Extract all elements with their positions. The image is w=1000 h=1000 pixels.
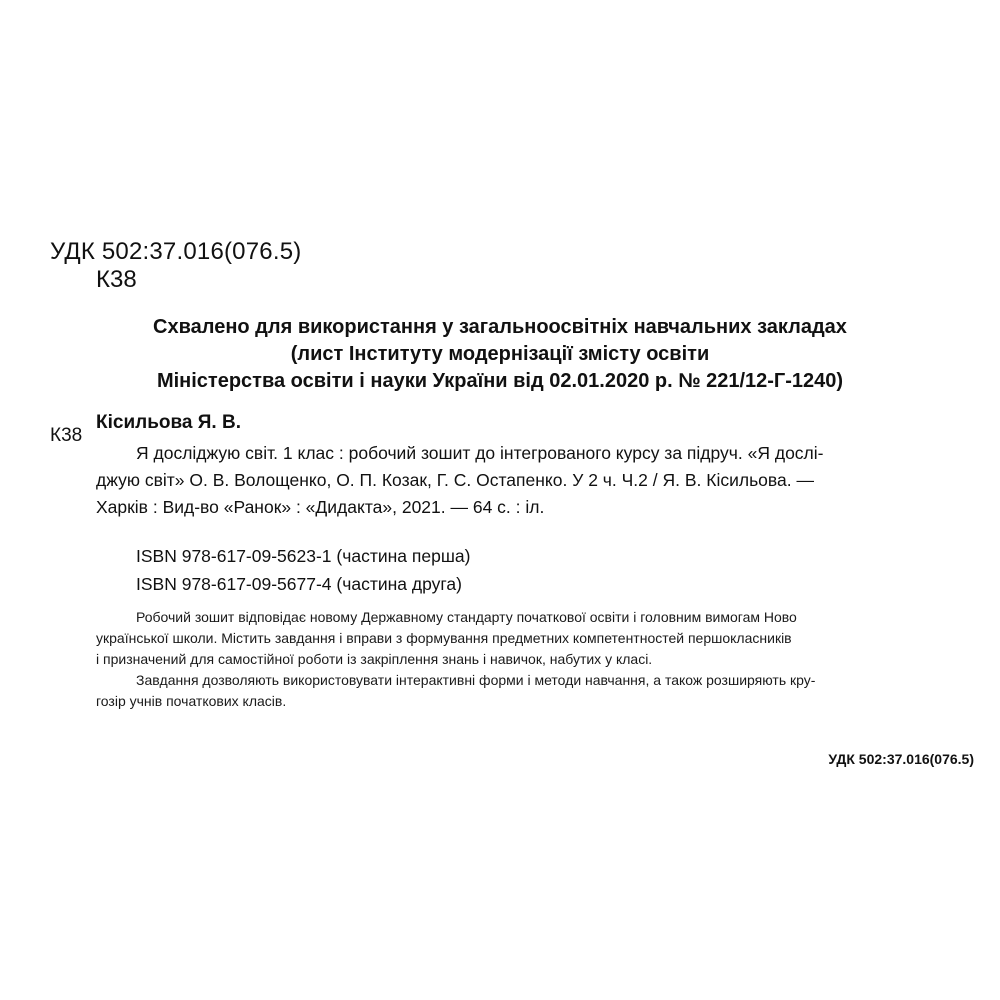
biblio-line: Я досліджую світ. 1 клас : робочий зошит до інтегрованого курсу за підруч. «Я дослі- [136, 443, 824, 463]
udk-code-bottom: УДК 502:37.016(076.5) [828, 751, 974, 767]
annotation-line: Робочий зошит відповідає новому Державному стандарту початкової освіти і головним вимогам Ново [136, 609, 797, 625]
annotation-text [96, 607, 815, 712]
annotation-line: української школи. Містить завдання і вправи з формування предметних компетентностей першокласників [96, 630, 792, 646]
annotation-line: і призначений для самостійної роботи із закріплення знань і навичок, набутих у класі. [96, 651, 653, 667]
author-code-top: К38 [96, 266, 137, 293]
approval-line: Міністерства освіти і науки України від 02.01.2020 р. № 221/12-Г-1240) [156, 370, 844, 392]
bibliographic-description [96, 440, 823, 521]
annotation-line: Завдання дозволяють використовувати інтерактивні форми і методи навчання, а також розширяють кру- [136, 672, 816, 688]
approval-line: Схвалено для використання у загальноосвітніх навчальних закладах [153, 316, 847, 338]
biblio-line: Харків : Вид-во «Ранок» : «Дидакта», 2021. — 64 с. : іл. [96, 497, 545, 517]
author-code-left: К38 [50, 425, 83, 446]
isbn-line: ISBN 978-617-09-5677-4 (частина друга) [136, 574, 462, 594]
approval-statement [0, 314, 1000, 395]
biblio-line: джую світ» О. В. Волощенко, О. П. Козак, Г. С. Остапенко. У 2 ч. Ч.2 / Я. В. Кісильова. — [96, 470, 814, 490]
udk-code-top: УДК 502:37.016(076.5) [50, 238, 302, 265]
annotation-line: гозір учнів початкових класів. [96, 693, 287, 709]
isbn-block [136, 542, 470, 598]
isbn-line: ISBN 978-617-09-5623-1 (частина перша) [136, 546, 471, 566]
author-name: Кісильова Я. В. [96, 412, 241, 433]
approval-line: (лист Інституту модернізації змісту освіти [290, 343, 710, 365]
